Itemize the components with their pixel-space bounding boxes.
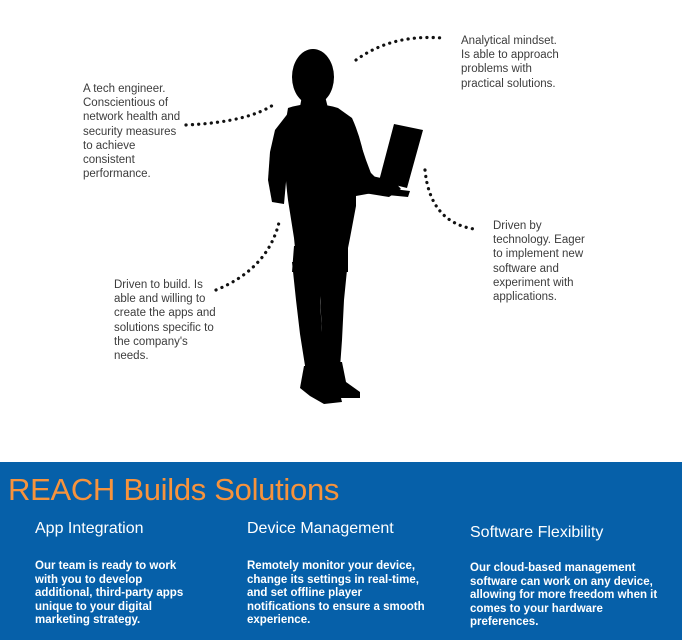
feature-heading: Software Flexibility bbox=[470, 524, 604, 541]
callout-analytical: Analytical mindset. Is able to approach problems with practical solutions. bbox=[461, 35, 559, 90]
callout-technology: Driven by technology. Eager to implement new software and experiment with applications. bbox=[493, 220, 585, 304]
banner-title: REACH Builds Solutions bbox=[8, 472, 340, 507]
feature-description: Our team is ready to work with you to develop additional, third-party apps unique to your digital marketing strategy. bbox=[35, 560, 184, 627]
connector-engineer bbox=[186, 103, 276, 125]
connector-analytical bbox=[356, 37, 442, 60]
feature-description: Remotely monitor your device, change its settings in real-time, and set offline player notifications to ensure a smooth experience. bbox=[247, 560, 425, 627]
solutions-banner bbox=[0, 462, 682, 640]
callout-engineer: A tech engineer. Conscientious of network health and security measures to achieve consistent performance. bbox=[83, 83, 181, 181]
feature-description: Our cloud-based management software can work on any device, allowing for more freedom when it comes to your hardware preferences. bbox=[470, 562, 658, 629]
connector-build bbox=[216, 218, 280, 290]
connector-technology bbox=[425, 170, 474, 229]
feature-device-management bbox=[247, 520, 447, 627]
person-figure bbox=[268, 49, 423, 404]
feature-heading: Device Management bbox=[247, 520, 394, 537]
feature-heading: App Integration bbox=[35, 520, 144, 537]
feature-software-flexibility bbox=[470, 524, 670, 629]
feature-app-integration bbox=[35, 520, 235, 627]
callout-build: Driven to build. Is able and willing to create the apps and solutions specific to the company's needs. bbox=[114, 279, 216, 363]
